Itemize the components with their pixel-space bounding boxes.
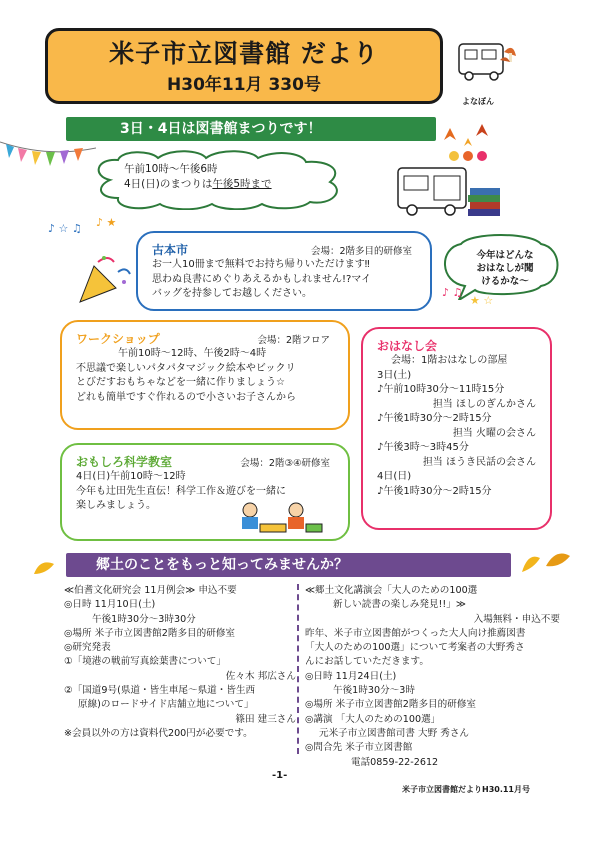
bubble-line: けるかな〜 [481, 276, 529, 287]
workshop-time: 午前10時〜12時、午後2時〜4時 [118, 348, 267, 359]
book-sale-header [152, 241, 416, 258]
presenter-name: 篠田 建三さん [235, 713, 296, 725]
presentation-title-cont: 原線)のロードサイド店舗立地について」 [78, 699, 254, 711]
book-sale-box [136, 231, 432, 311]
mascot-name: よなぼん [462, 97, 494, 106]
book-sale-title: 古本市 [152, 243, 189, 257]
festival-banner: 3日・4日は図書館まつりです！ [66, 117, 436, 141]
local-history-banner: 郷土のことをもっと知ってみませんか？ [66, 553, 511, 577]
ohanashi-session-storyteller: 担当 ほうき民話の会さん [422, 456, 536, 468]
meeting-presentations-label: ◎研究発表 [64, 642, 111, 654]
lecture-place: ◎場所 米子市立図書館2階多目的研修室 [305, 699, 477, 711]
meeting-date: ◎日時 11月10日(土) [64, 599, 156, 611]
autumn-leaves-icon [436, 122, 506, 152]
book-sale-line: お一人10冊まで無料でお持ち帰りいただけます‼ [152, 259, 370, 270]
party-popper-icon [74, 252, 132, 304]
star-icon: ★ ☆ [470, 294, 494, 307]
meeting-heading: ≪伯耆文化研究会 11月例会≫ 申込不要 [64, 585, 237, 596]
presentation-title: ①「境港の戦前写真絵葉書について」 [64, 656, 226, 668]
children-crafting-illustration [236, 500, 324, 534]
workshop-line: どれも簡単ですぐ作れるので小さいお子さんから [76, 391, 296, 403]
workshop-venue: 会場：2階フロア [257, 335, 330, 346]
hours-line-2-underlined: 午後5時まで [212, 178, 272, 190]
meeting-time: 午後1時30分〜3時30分 [92, 613, 196, 625]
ohanashi-session-time: ♪午後1時30分〜2時15分 [377, 413, 492, 424]
ginkgo-leaves-icon [516, 546, 576, 580]
contact-phone: 電話0859-22-2612 [351, 756, 439, 768]
workshop-title: ワークショップ [76, 332, 160, 346]
science-venue: 会場：2階③④研修室 [240, 458, 330, 469]
meeting-place: ◎場所 米子市立図書館2階多目的研修室 [64, 627, 236, 639]
hours-line-1: 午前10時〜午後6時 [124, 163, 218, 175]
lecture-description: んにお話していただきます。 [305, 656, 429, 668]
storytime-bubble-text [461, 249, 549, 288]
science-header [76, 453, 334, 470]
ohanashi-box [361, 327, 552, 530]
ohanashi-day: 3日(土) [377, 369, 412, 381]
book-sale-line: 思わぬ良書にめぐりあえるかもしれません!?マイ [152, 273, 372, 285]
ginkgo-leaf-icon [30, 556, 60, 578]
science-line: 楽しみましょう。 [76, 500, 156, 511]
hours-text [124, 162, 272, 192]
ohanashi-session-time: ♪午前10時30分〜11時15分 [377, 384, 505, 395]
lecture-heading-cont: 新しい読書の楽しみ発見!!」≫ [333, 599, 466, 611]
newsletter-title: 米子市立図書館 だより [109, 39, 379, 68]
lecture-description: 「大人のための100選」について考案者の大野秀さ [305, 642, 525, 654]
ohanashi-schedule [377, 354, 536, 499]
ohanashi-session-time: ♪午後1時30分〜2時15分 [377, 485, 492, 497]
science-time: 4日(日)午前10時〜12時 [76, 471, 186, 482]
ohanashi-session-time: ♪午後3時〜3時45分 [377, 442, 469, 453]
column-divider [297, 584, 299, 754]
presenter-name: 佐々木 邦広さん [225, 670, 296, 682]
book-sale-line: バッグを持参してお越しください。 [152, 288, 312, 299]
workshop-body [76, 362, 334, 406]
ohanashi-session-storyteller: 担当 火曜の会さん [452, 427, 536, 439]
workshop-line: 不思議で楽しいパタパタマジック絵本やビックリ [76, 362, 296, 374]
workshop-header [76, 330, 334, 347]
lecture-date: ◎日時 11月24日(土) [305, 670, 397, 682]
ohanashi-title: おはなし会 [377, 339, 438, 353]
bubble-line: おはなしが聞 [476, 263, 534, 274]
lecture-admission: 入場無料・申込不要 [473, 613, 560, 625]
music-notes-icon: ♪ ♫ [442, 286, 463, 299]
library-bus-illustration [384, 150, 504, 218]
library-bus-icon [456, 38, 518, 82]
lecture-heading: ≪郷土文化講演会「大人のための100選 [305, 585, 478, 596]
lecture-speaker-name: 元米子市立図書館司書 大野 秀さん [319, 727, 470, 739]
ohanashi-venue: 会場：1階おはなしの部屋 [391, 355, 508, 366]
contact-label: ◎問合先 米子市立図書館 [305, 742, 413, 754]
science-title: おもしろ科学教室 [76, 455, 173, 469]
ohanashi-day: 4日(日) [377, 471, 412, 482]
ohanashi-session-storyteller: 担当 ほしのぎんかさん [432, 398, 536, 410]
hours-cloud [88, 150, 350, 210]
music-notes-icon: ♪ ☆ ♫ [48, 222, 82, 235]
workshop-line: とびだすおもちゃなどを一緒に作りましょう☆ [76, 377, 285, 388]
lecture-description: 昨年、米子市立図書館がつくった大人向け推薦図書 [305, 627, 526, 639]
fee-note: ※会員以外の方は資料代200円が必要です。 [64, 727, 253, 739]
presentation-title: ②「国道9号(県道・皆生車尾〜県道・皆生西 [64, 685, 256, 697]
lecture-event-column [305, 584, 560, 770]
bunting-decoration [0, 138, 96, 178]
lecture-group-column [64, 584, 296, 741]
hours-line-2-prefix: 4日(日)のまつりは [124, 178, 213, 190]
bubble-line: 今年はどんな [476, 250, 534, 261]
lecture-speaker-topic: ◎講演 「大人のための100選」 [305, 713, 441, 725]
book-sale-venue: 会場：2階多目的研修室 [310, 246, 412, 257]
book-sale-body [152, 258, 416, 302]
issue-number: H30年11月 330号 [167, 75, 321, 95]
workshop-box [60, 320, 350, 430]
footer-issue-label: 米子市立図書館だよりH30.11月号 [402, 785, 530, 794]
science-line: 今年も辻田先生直伝！科学工作＆遊びを一緒に [76, 485, 286, 497]
lecture-time: 午後1時30分〜3時 [333, 685, 415, 697]
hours-line-2 [124, 177, 272, 192]
page-number: -1- [272, 770, 288, 781]
music-notes-icon: ♪ ★ [96, 216, 117, 229]
newsletter-masthead [45, 28, 443, 104]
